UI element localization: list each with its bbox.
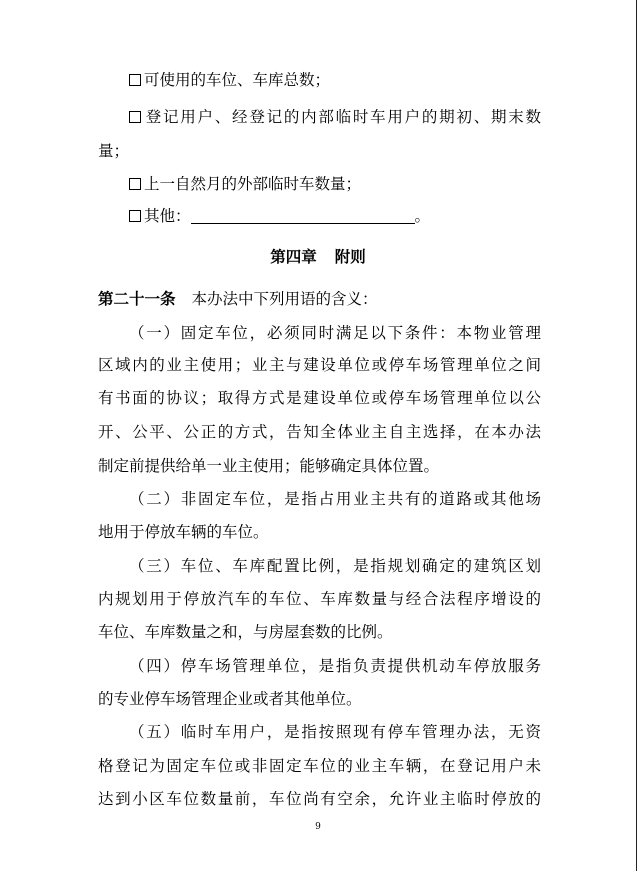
definition-line: 有书面的协议；取得方式是建设单位或停车场管理单位以公 (98, 389, 541, 407)
definition-line: 车位、车库数量之和，与房屋套数的比例。 (98, 623, 393, 641)
definition-line: 制定前提供给单一业主使用；能够确定具体位置。 (98, 457, 440, 475)
checklist-item: 登记用户、经登记的内部临时车用户的期初、期末数 (129, 107, 541, 127)
chapter-title: 附则 (334, 247, 366, 266)
checkbox-icon[interactable] (129, 178, 141, 190)
definition-line: （一）固定车位，必须同时满足以下条件：本物业管理 (129, 324, 541, 342)
checkbox-icon[interactable] (129, 111, 141, 123)
checklist-item: 其他： 。 (129, 206, 541, 226)
definition-line: （五）临时车用户，是指按照现有停车管理办法，无资 (129, 723, 541, 741)
checkbox-icon[interactable] (129, 74, 141, 86)
article-text: 本办法中下列用语的含义： (191, 290, 378, 308)
definition-line: 开、公平、公正的方式，告知全体业主自主选择，在本办法 (98, 423, 541, 441)
definition-line: 区域内的业主使用；业主与建设单位或停车场管理单位之间 (98, 356, 541, 374)
definition-line: 格登记为固定车位或非固定车位的业主车辆，在登记用户未 (98, 757, 541, 775)
checklist-item: 上一自然月的外部临时车数量； (129, 174, 541, 194)
article-label: 第二十一条 (98, 289, 176, 308)
definition-line: （三）车位、车库配置比例，是指规划确定的建筑区划 (129, 557, 541, 575)
chapter-heading (0, 247, 636, 267)
checklist-item-continuation: 量； (98, 142, 130, 160)
definition-line: （二）非固定车位，是指占用业主共有的道路或其他场 (129, 490, 541, 508)
definition-line: 的专业停车场管理企业或者其他单位。 (98, 690, 362, 708)
article-heading (98, 289, 541, 309)
checkbox-icon[interactable] (129, 210, 141, 222)
definition-line: 内规划用于停放汽车的车位、车库数量与经合法程序增设的 (98, 590, 541, 608)
chapter-number: 第四章 (270, 247, 317, 266)
definition-line: 达到小区车位数量前，车位尚有空余，允许业主临时停放的 (98, 790, 541, 808)
fill-in-blank[interactable] (191, 208, 415, 224)
definition-line: （四）停车场管理单位，是指负责提供机动车停放服务 (129, 657, 541, 675)
definition-line: 地用于停放车辆的车位。 (98, 523, 269, 541)
page-number: 9 (315, 822, 321, 832)
checklist-item: 可使用的车位、车库总数； (129, 70, 541, 90)
